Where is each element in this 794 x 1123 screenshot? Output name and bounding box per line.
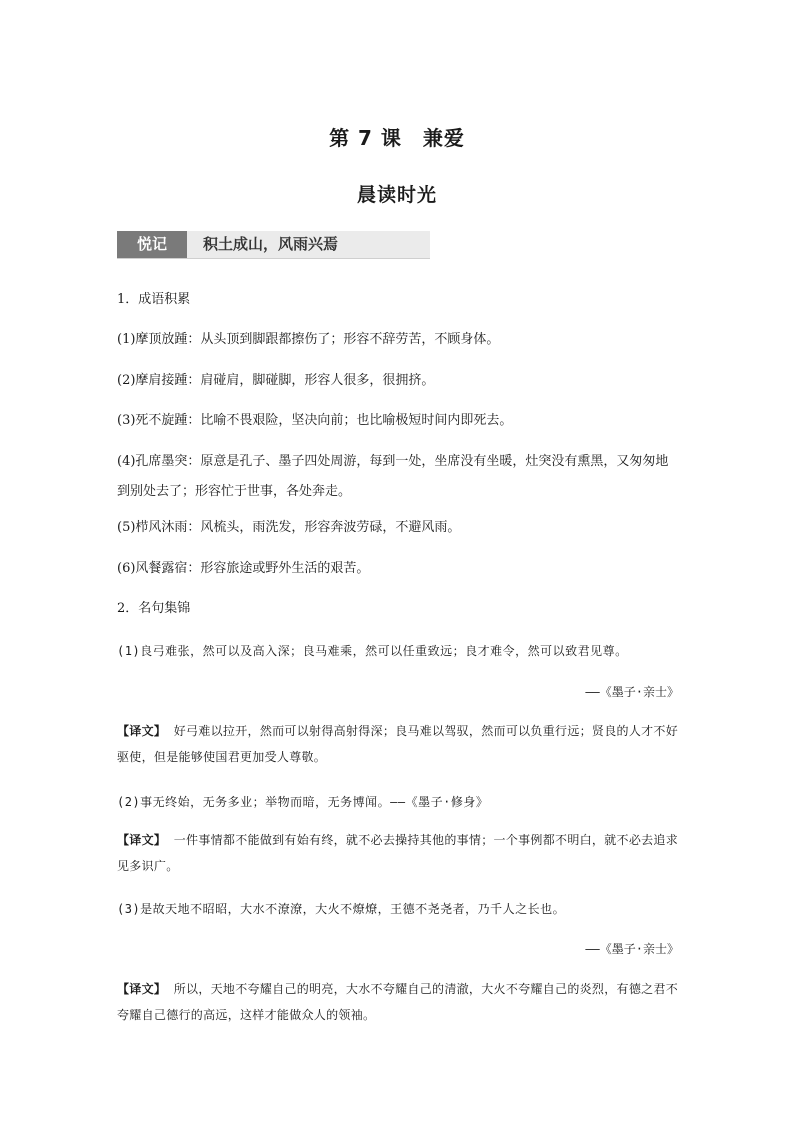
- quotes-heading: 2．名句集锦: [117, 601, 191, 616]
- section-banner: [117, 231, 430, 259]
- banner-tag: 悦记: [117, 231, 187, 258]
- idiom-item: (2)摩肩接踵：肩碰肩，脚碰脚，形容人很多，很拥挤。: [117, 373, 435, 388]
- quote-translation: [117, 976, 679, 1028]
- banner-text: 积土成山，风雨兴焉: [203, 235, 339, 253]
- quote-text: (3)是故天地不昭昭，大水不潦潦，大火不燎燎，王德不尧尧者，乃千人之长也。: [117, 902, 566, 916]
- idiom-item: (3)死不旋踵：比喻不畏艰险，坚决向前；也比喻极短时间内即死去。: [117, 413, 513, 428]
- quote-source: ——《墨子·亲士》: [585, 685, 679, 699]
- idiom-item: (4)孔席墨突：原意是孔子、墨子四处周游，每到一处，坐席没有坐暖，灶突没有熏黑，又匆匆地到别处去了；形容忙于世事，各处奔走。: [117, 454, 669, 499]
- quote-text: (2)事无终始，无务多业；举物而暗，无务博闻。——《墨子·修身》: [117, 795, 489, 809]
- idiom-item: (6)风餐露宿：形容旅途或野外生活的艰苦。: [117, 561, 370, 576]
- translation-label: 【译文】: [117, 982, 167, 996]
- idioms-heading: 1．成语积累: [117, 292, 191, 307]
- idiom-item: (5)栉风沐雨：风梳头，雨洗发，形容奔波劳碌，不避风雨。: [117, 520, 461, 535]
- translation-label: 【译文】: [117, 724, 167, 738]
- quote-source: ——《墨子·亲士》: [585, 942, 679, 956]
- translation-text: 好弓难以拉开，然而可以射得高射得深；良马难以驾驭，然而可以负重行远；贤良的人才不好驱使，但是能够使国君更加受人尊敬。: [117, 724, 679, 764]
- quote-translation: [117, 718, 679, 770]
- section-title: 晨读时光: [356, 184, 437, 206]
- translation-text: 所以，天地不夸耀自己的明亮，大水不夸耀自己的清澈，大火不夸耀自己的炎烈，有德之君不夸耀自己德行的高远，这样才能做众人的领袖。: [117, 982, 679, 1022]
- idiom-item: (1)摩顶放踵：从头顶到脚跟都擦伤了；形容不辞劳苦，不顾身体。: [117, 332, 500, 347]
- translation-text: 一件事情都不能做到有始有终，就不必去操持其他的事情；一个事例都不明白，就不必去追求见多识广。: [117, 833, 679, 873]
- translation-label: 【译文】: [117, 833, 167, 847]
- quote-translation: [117, 827, 679, 879]
- lesson-title: 第 7 课 兼爱: [329, 126, 465, 150]
- quote-text: (1)良弓难张，然可以及高入深；良马难乘，然可以任重致远；良才难令，然可以致君见尊。: [117, 644, 628, 658]
